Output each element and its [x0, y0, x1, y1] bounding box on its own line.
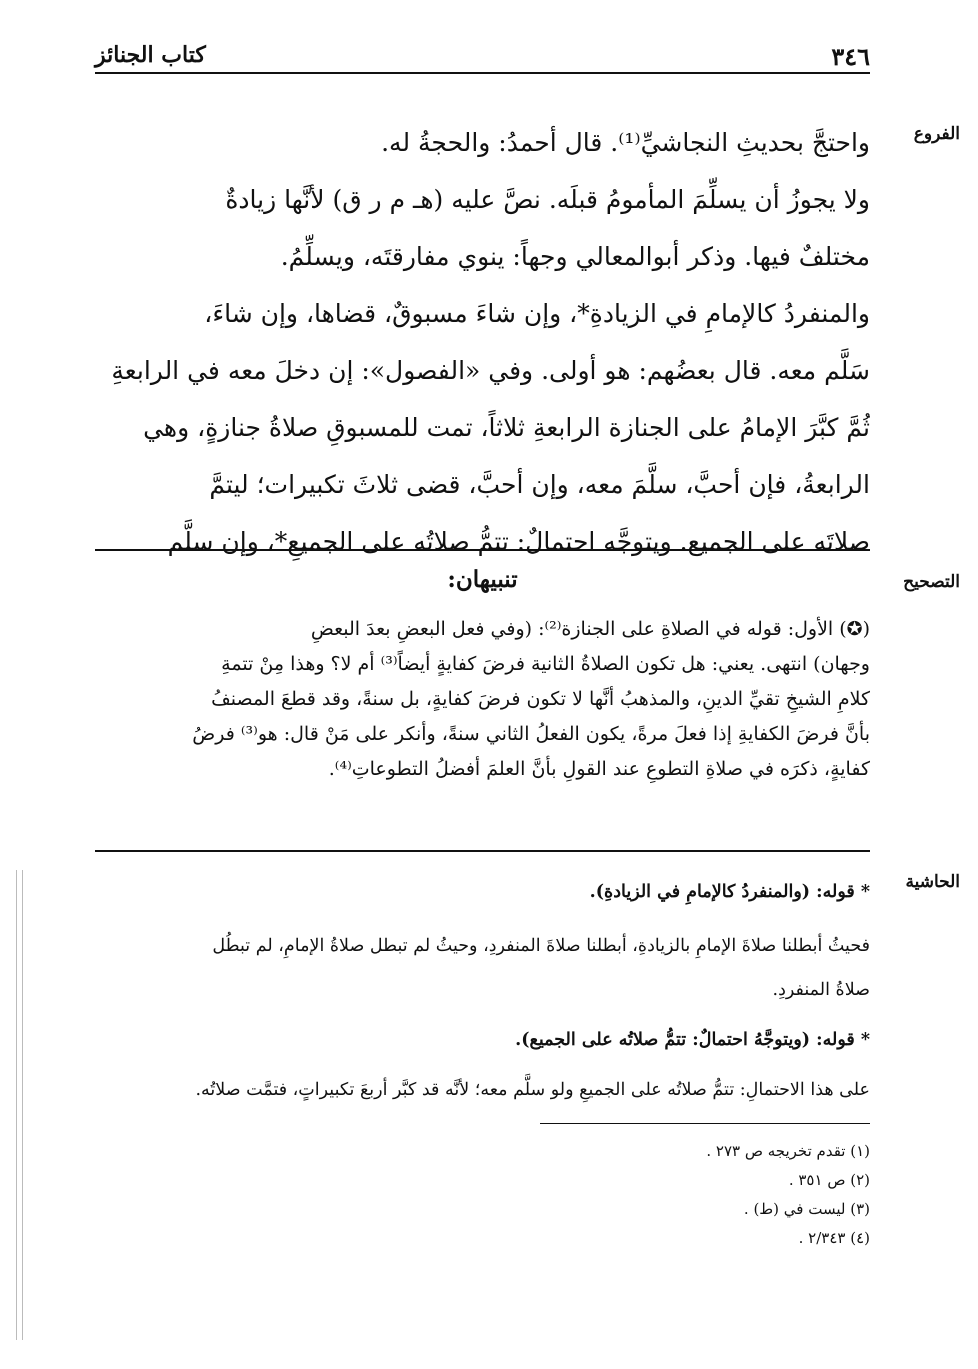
- scan-edge-line: [16, 870, 17, 1340]
- main-line: صلاتَه على الجميع. ويتوجَّه احتمالٌ: تتمُّ صلاتُه على الجميعِ*، وإن سلَّم: [167, 527, 870, 556]
- footnote-separator: [540, 1123, 870, 1124]
- tanbih-text: [95, 612, 870, 787]
- margin-label-hashiya: الحاشية: [905, 872, 960, 892]
- footnote: (٤) ٢/٣٤٣ .: [798, 1229, 870, 1247]
- main-line: ولا يجوزُ أن يسلِّمَ المأمومُ قبلَه. نصَّ عليه (هـ م ر ق) لأنَّها زيادةٌ: [225, 185, 870, 214]
- margin-label-tashih: التصحيح: [903, 572, 960, 592]
- tanbih-title: تنبيهان:: [447, 566, 518, 593]
- footnotes: [370, 1137, 870, 1253]
- hashiya-heading: * قوله: (ويتوجَّهُ احتمالٌ: تتمُّ صلاتُه على الجميع).: [515, 1030, 870, 1050]
- footnote: (١) تقدم تخريجه ص ٢٧٣ .: [706, 1142, 870, 1160]
- tanbih-line: وجهان) انتهى. يعني: هل تكون الصلاةُ الثانية فرضَ كفايةٍ أيضاً⁽³⁾ أم لا؟ وهذا مِنْ تتمةِ: [221, 653, 870, 675]
- footnote: (٣) ليست في (ط) .: [743, 1200, 870, 1218]
- hashiya-text: [95, 872, 870, 1110]
- tanbih-line: كلامِ الشيخِ تقيِّ الدينِ، والمذهبُ أنَّها لا تكون فرضَ كفايةٍ، بل سنةً، وقد قطعَ المصنفُ: [211, 688, 870, 710]
- margin-label-furu: الفروع: [913, 124, 960, 144]
- tanbih-line: (✪) الأول: قوله في الصلاةِ على الجنازة⁽²⁾: (وفي فعل البعضِ بعدَ البعضِ: [310, 618, 870, 640]
- main-line: ثُمَّ كبَّرَ الإمامُ على الجنازة الرابعةِ ثلاثاً، تمت للمسبوقِ صلاةُ جنازةٍ، وهي: [143, 413, 870, 442]
- hashiya-heading: * قوله: (والمنفردُ كالإمامِ في الزيادةِ).: [589, 882, 870, 902]
- main-text: [95, 114, 870, 570]
- divider-main: [95, 549, 870, 551]
- divider-tanbih: [95, 850, 870, 852]
- scan-edge-line: [22, 870, 23, 1340]
- main-line: والمنفردُ كالإمامِ في الزيادةِ*، وإن شاءَ مسبوقٌ، قضاها، وإن شاءَ،: [204, 299, 870, 328]
- main-line: سَلَّم معه. قال بعضُهم: هو أولى. وفي «الفصول»: إن دخلَ معه في الرابعةِ: [111, 356, 870, 385]
- book-title: كتاب الجنائز: [95, 42, 206, 68]
- tanbih-line: بأنَّ فرضَ الكفايةِ إذا فعلَ مرةً، يكون الفعلُ الثاني سنةً، وأنكر على مَنْ قال: هو⁽³⁾ فرضُ: [192, 723, 870, 745]
- running-header: [95, 38, 870, 74]
- main-line: الرابعةُ، فإن أحبَّ، سلَّمَ معه، وإن أحبَّ، قضى ثلاثَ تكبيرات؛ ليتمَّ: [209, 470, 870, 499]
- hashiya-line: على هذا الاحتمالِ: تتمُّ صلاتُه على الجميعِ ولو سلَّم معه؛ لأنَّه قد كبَّر أربعَ تكبيراتٍ، فتمَّت صلاتُه.: [195, 1080, 870, 1100]
- main-line: واحتجَّ بحديثِ النجاشيِّ⁽¹⁾. قال أحمدُ: والحجةُ له.: [381, 128, 870, 157]
- hashiya-line: صلاةُ المنفردِ.: [772, 980, 870, 1000]
- main-line: مختلفٌ فيها. وذكر أبوالمعالي وجهاً: ينوي مفارقتَه، ويسلِّمُ.: [280, 242, 870, 271]
- footnote: (٢) ص ٣٥١ .: [788, 1171, 870, 1189]
- hashiya-line: فحيثُ أبطلنا صلاةَ الإمامِ بالزيادةِ، أبطلنا صلاةَ المنفردِ، وحيثُ لم تبطل صلاةُ الإمامِ، لم تبطُل: [212, 936, 870, 956]
- tanbih-line: كفايةٍ، ذكرَه في صلاةِ التطوعِ عند القولِ بأنَّ العلمَ أفضلُ التطوعاتِ⁽⁴⁾.: [328, 758, 870, 780]
- page-number: ٣٤٦: [831, 42, 870, 71]
